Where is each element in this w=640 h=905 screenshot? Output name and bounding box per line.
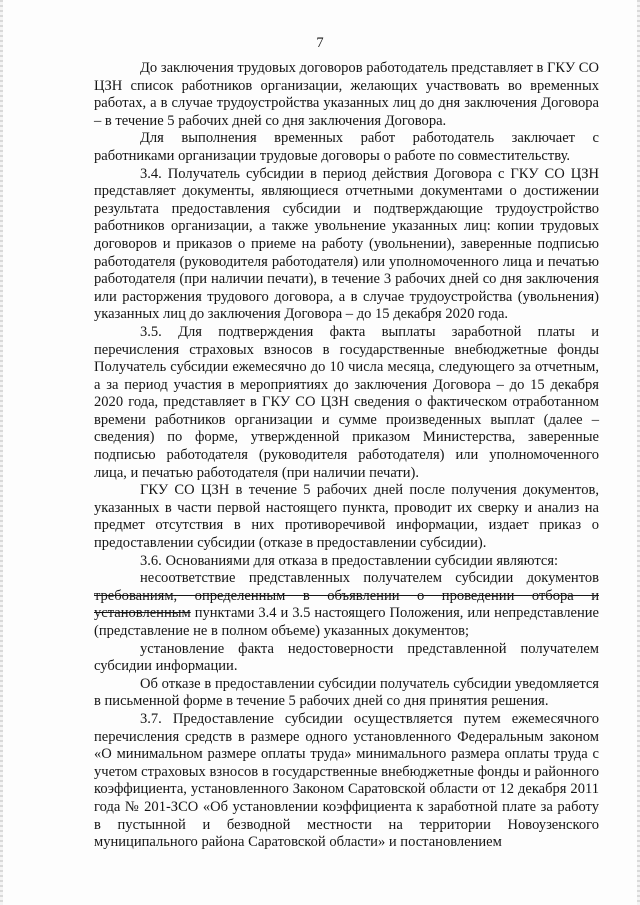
paragraph-3-5: 3.5. Для подтверждения факта выплаты заработной платы и перечисления страховых взносов в государственные внебюджетные фонды Получатель субсидии ежемесячно до 10 числа месяца, следующего за отчетным, а за период участия в мероприятиях до заключения Договора – до 15 декабря 2020 года, представляет в ГКУ СО ЦЗН сведения о фактическом отработанном времени работников организации и сумме произведенных выплат (далее – сведения) по форме, утвержденной приказом Министерства, заверенные подписью работодателя (руководителя работодателя) или уполномоченного лица, и печатью работодателя (при наличии печати). xyxy=(94,323,599,481)
paragraph-3-6: 3.6. Основаниями для отказа в предоставлении субсидии являются: xyxy=(140,552,559,569)
scan-edge-left xyxy=(0,0,3,905)
paragraph-gku-review: ГКУ СО ЦЗН в течение 5 рабочих дней после получения документов, указанных в части первой настоящего пункта, проводит их сверку и анализ на предмет отсутствия в них противоречивой информации, издает приказ о предоставлении субсидии (отказе в предоставлении субсидии). xyxy=(94,482,599,552)
paragraph-refusal-ground-1 xyxy=(94,570,599,640)
paragraph-2: Для выполнения временных работ работодатель заключает с работниками организации трудовые договоры о работе по совместительству. xyxy=(94,130,599,164)
paragraph-3-7: 3.7. Предоставление субсидии осуществляется путем ежемесячного перечисления средств в размере одного установленного Федеральным законом «О минимальном размере оплаты труда» минимального размера оплаты труда с учетом страховых взносов в государственные внебюджетные фонды и районного коэффициента, установленного Законом Саратовской области от 12 декабря 2011 года № 201-ЗСО «Об установлении коэффициента к заработной плате за работу в пустынной и безводной местности на территории Новоузенского муниципального района Саратовской области» и постановлением xyxy=(94,710,599,851)
page-number: 7 xyxy=(316,35,324,51)
paragraph-refusal-ground-2: установление факта недостоверности представленной получателем субсидии информации. xyxy=(94,640,599,675)
struck-through-text: требованиям, определенным в объявлении о проведении отбора и установленным xyxy=(94,587,599,622)
paragraph-1: До заключения трудовых договоров работодатель представляет в ГКУ СО ЦЗН список работников организации, желающих участвовать во временных работах, а в случае трудоустройства указанных лиц до дня заключения Договора – в течение 5 рабочих дней со дня заключения Договора. xyxy=(94,60,599,129)
document-body xyxy=(94,60,599,852)
text-before-strike: несоответствие представленных получателем субсидии документов xyxy=(140,570,599,587)
paragraph-refusal-notice: Об отказе в предоставлении субсидии получатель субсидии уведомляется в письменной форме в течение 5 рабочих дней со дня принятия решения. xyxy=(94,675,599,710)
paragraph-3-4: 3.4. Получатель субсидии в период действия Договора с ГКУ СО ЦЗН представляет документы, являющиеся отчетными документами о достижении результата предоставления субсидии и подтверждающие трудоустройство работников организации, а также увольнение указанных лиц: копии трудовых договоров и приказов о приеме на работу (увольнении), заверенные подписью работодателя (руководителя работодателя) или уполномоченного лица и печатью работодателя (при наличии печати), в течение 3 рабочих дней со дня заключения или расторжения трудового договора, а в случае трудоустройства (увольнения) указанных лиц до заключения Договора – до 15 декабря 2020 года. xyxy=(94,165,599,323)
text-after-strike: пунктами 3.4 и 3.5 настоящего Положения, или непредставление (представление не в полном объеме) указанных документов; xyxy=(94,605,599,639)
